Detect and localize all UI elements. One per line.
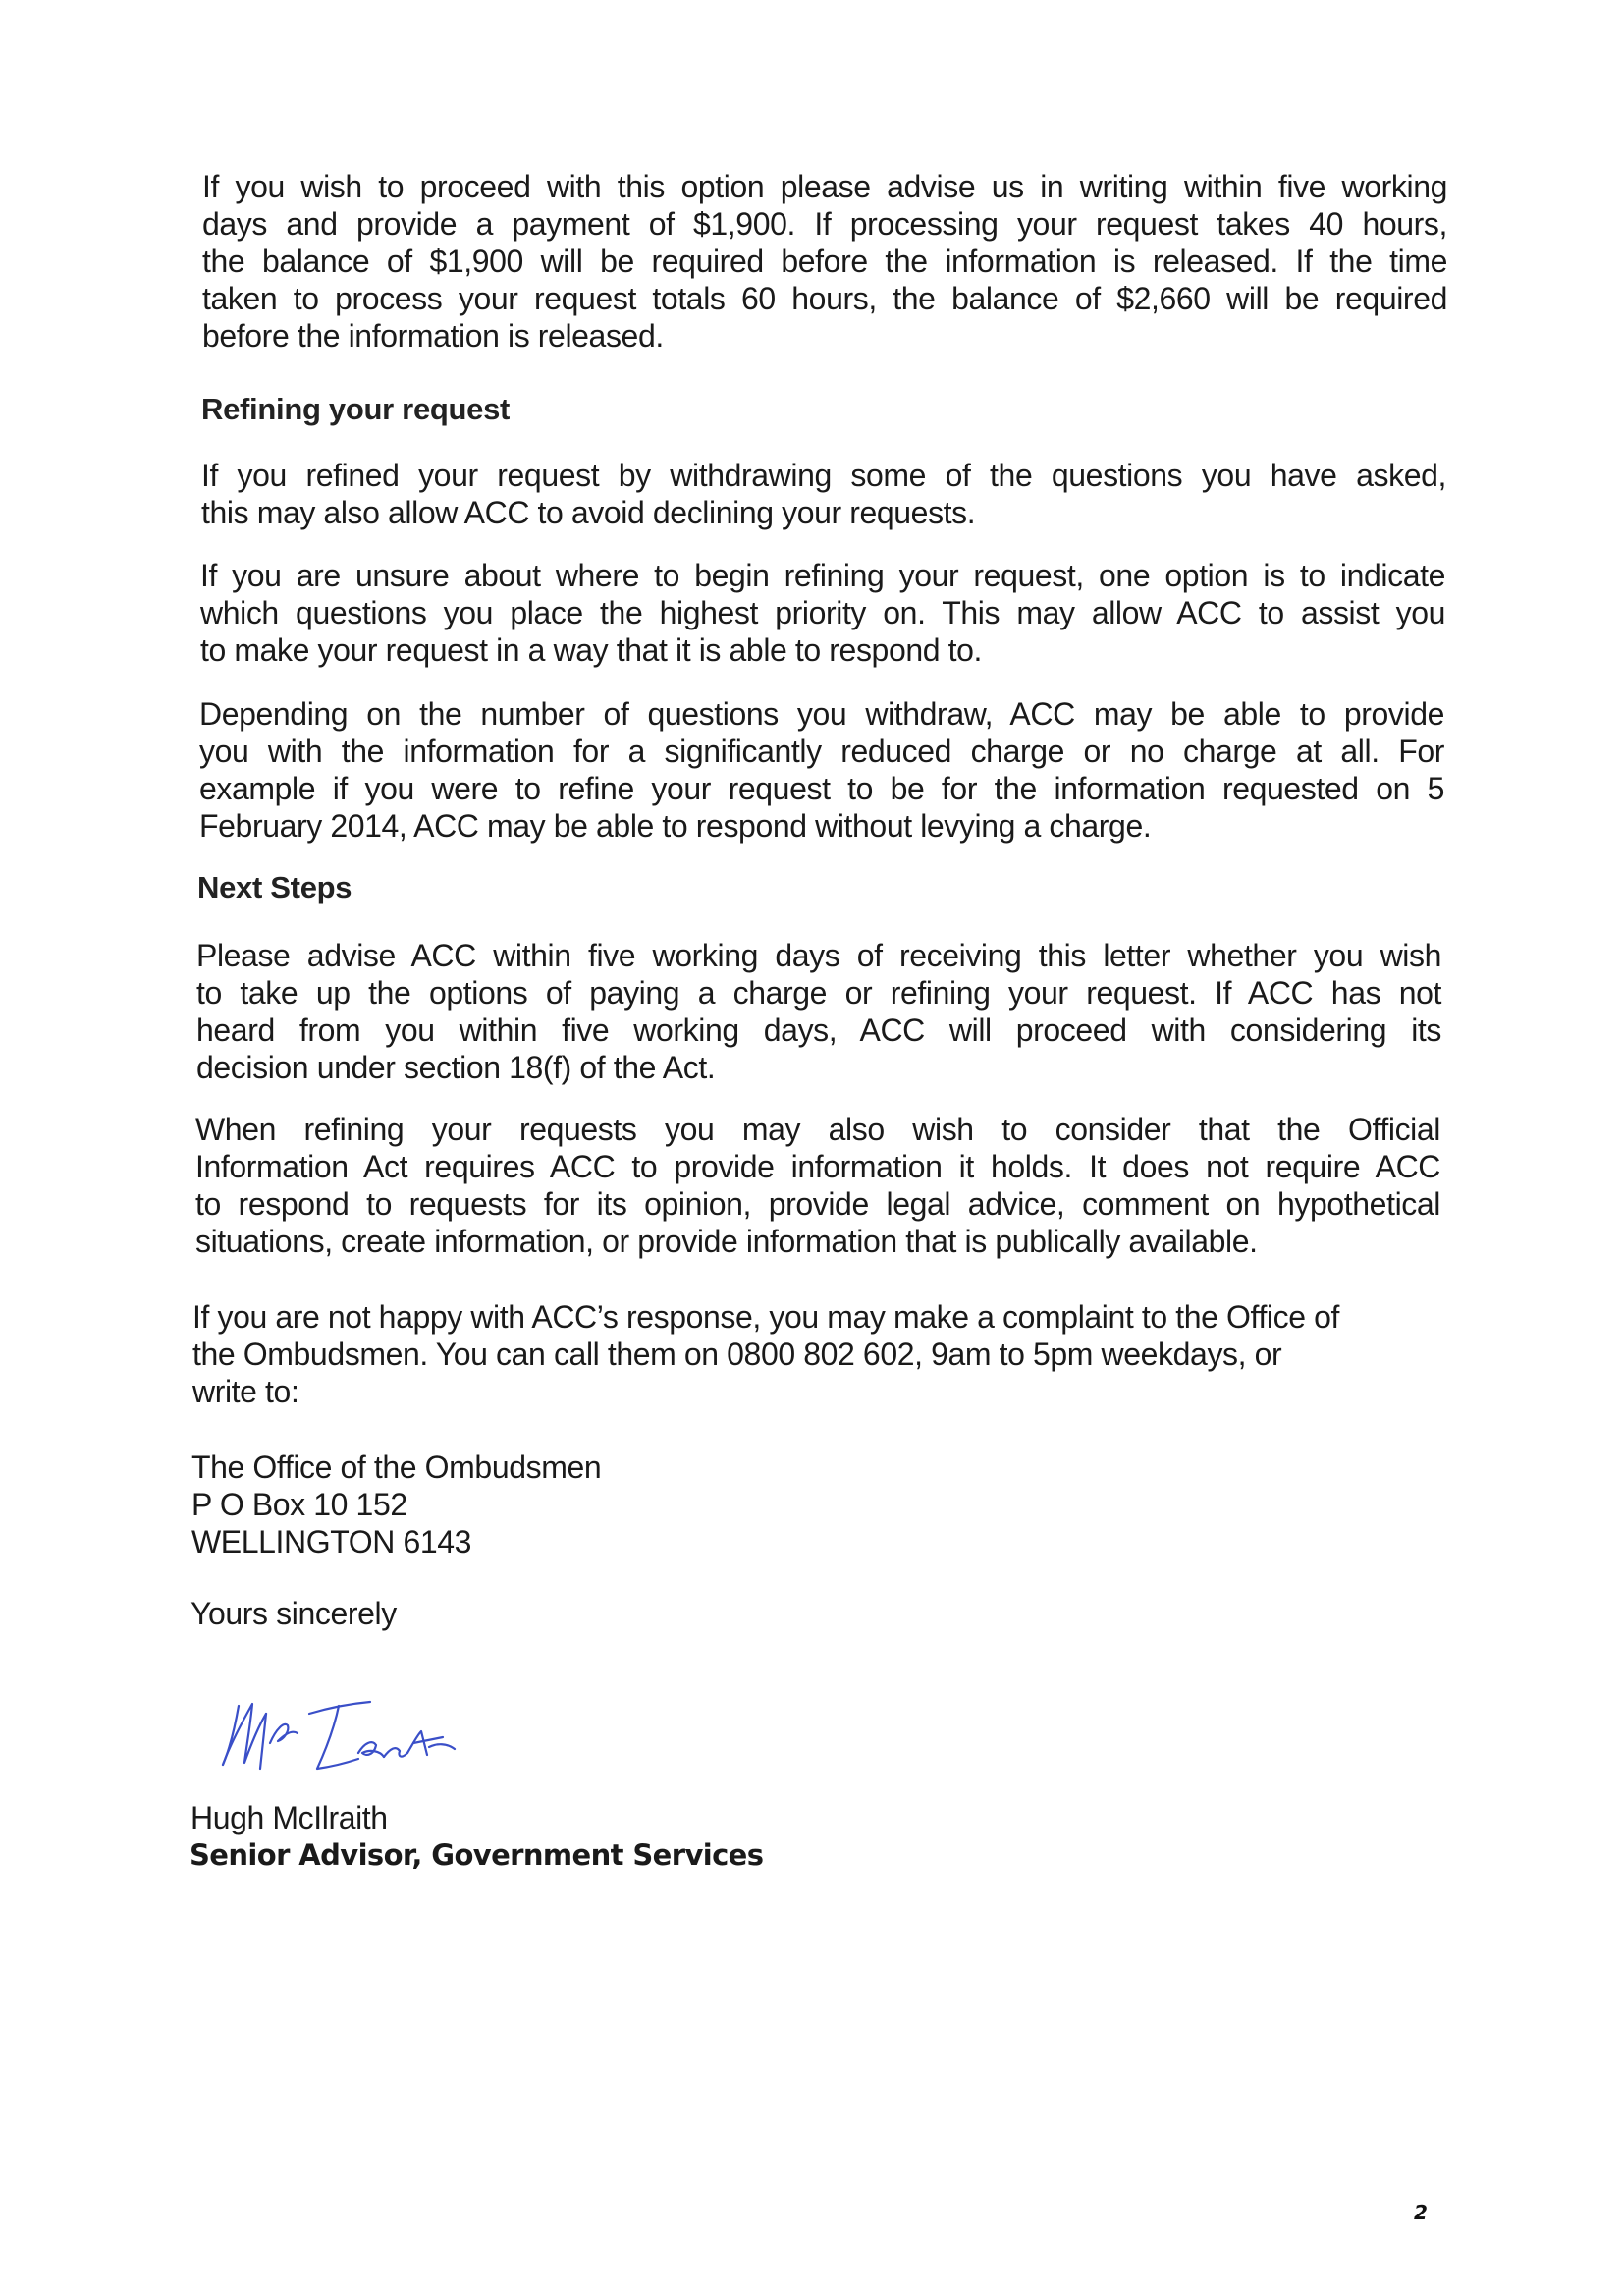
text-line: the balance of $1,900 will be required before the information is released. If the time xyxy=(202,244,1447,279)
refining-paragraph-2 xyxy=(200,557,1445,669)
complaint-paragraph xyxy=(192,1298,1439,1410)
next-steps-heading: Next Steps xyxy=(197,870,352,904)
refining-heading: Refining your request xyxy=(201,392,511,426)
text-line: When refining your requests you may also wish to consider that the Official xyxy=(195,1112,1440,1147)
text-line: write to: xyxy=(192,1374,299,1409)
text-line: February 2014, ACC may be able to respond without levying a charge. xyxy=(199,808,1152,844)
signatory-name: Hugh McIlraith xyxy=(190,1800,388,1835)
address-line: P O Box 10 152 xyxy=(191,1487,407,1522)
payment-paragraph xyxy=(202,168,1447,355)
refining-paragraph-3 xyxy=(199,695,1444,845)
text-line: situations, create information, or provide information that is publically available. xyxy=(195,1224,1258,1259)
handwritten-signature-icon xyxy=(201,1674,515,1782)
text-line: decision under section 18(f) of the Act. xyxy=(196,1050,716,1085)
next-steps-paragraph-1 xyxy=(196,937,1441,1086)
text-line: the Ombudsmen. You can call them on 0800 802 602, 9am to 5pm weekdays, or xyxy=(192,1337,1282,1372)
signatory-title: Senior Advisor, Government Services xyxy=(189,1838,764,1872)
text-line: this may also allow ACC to avoid declining your requests. xyxy=(201,495,976,530)
text-line: If you are unsure about where to begin refining your request, one option is to indicate xyxy=(200,558,1445,593)
text-line: you with the information for a significantly reduced charge or no charge at all. For xyxy=(199,734,1444,769)
text-line: to make your request in a way that it is able to respond to. xyxy=(200,632,983,668)
text-line: example if you were to refine your request to be for the information requested on 5 xyxy=(199,771,1444,806)
closing: Yours sincerely xyxy=(190,1596,397,1631)
text-line: Depending on the number of questions you withdraw, ACC may be able to provide xyxy=(199,696,1444,732)
refining-paragraph-1 xyxy=(201,457,1446,531)
text-line: to take up the options of paying a charge or refining your request. If ACC has not xyxy=(196,975,1441,1011)
page-number: 2 xyxy=(1414,2201,1428,2224)
address-line: The Office of the Ombudsmen xyxy=(191,1449,602,1485)
text-line: heard from you within five working days, ACC will proceed with considering its xyxy=(196,1012,1441,1048)
next-steps-paragraph-2 xyxy=(195,1111,1440,1260)
text-line: which questions you place the highest priority on. This may allow ACC to assist you xyxy=(200,595,1445,630)
address-line: WELLINGTON 6143 xyxy=(191,1524,472,1559)
text-line: days and provide a payment of $1,900. If processing your request takes 40 hours, xyxy=(202,206,1447,242)
text-line: Please advise ACC within five working days of receiving this letter whether you wish xyxy=(196,938,1441,973)
text-line: to respond to requests for its opinion, provide legal advice, comment on hypothetical xyxy=(195,1186,1440,1222)
text-line: If you refined your request by withdrawing some of the questions you have asked, xyxy=(201,458,1446,493)
text-line: If you wish to proceed with this option please advise us in writing within five working xyxy=(202,169,1447,204)
text-line: before the information is released. xyxy=(202,318,664,354)
ombudsmen-address xyxy=(191,1449,977,1560)
text-line: If you are not happy with ACC’s response, you may make a complaint to the Office of xyxy=(192,1299,1340,1335)
text-line: taken to process your request totals 60 hours, the balance of $2,660 will be required xyxy=(202,281,1447,316)
text-line: Information Act requires ACC to provide information it holds. It does not require ACC xyxy=(195,1149,1440,1184)
